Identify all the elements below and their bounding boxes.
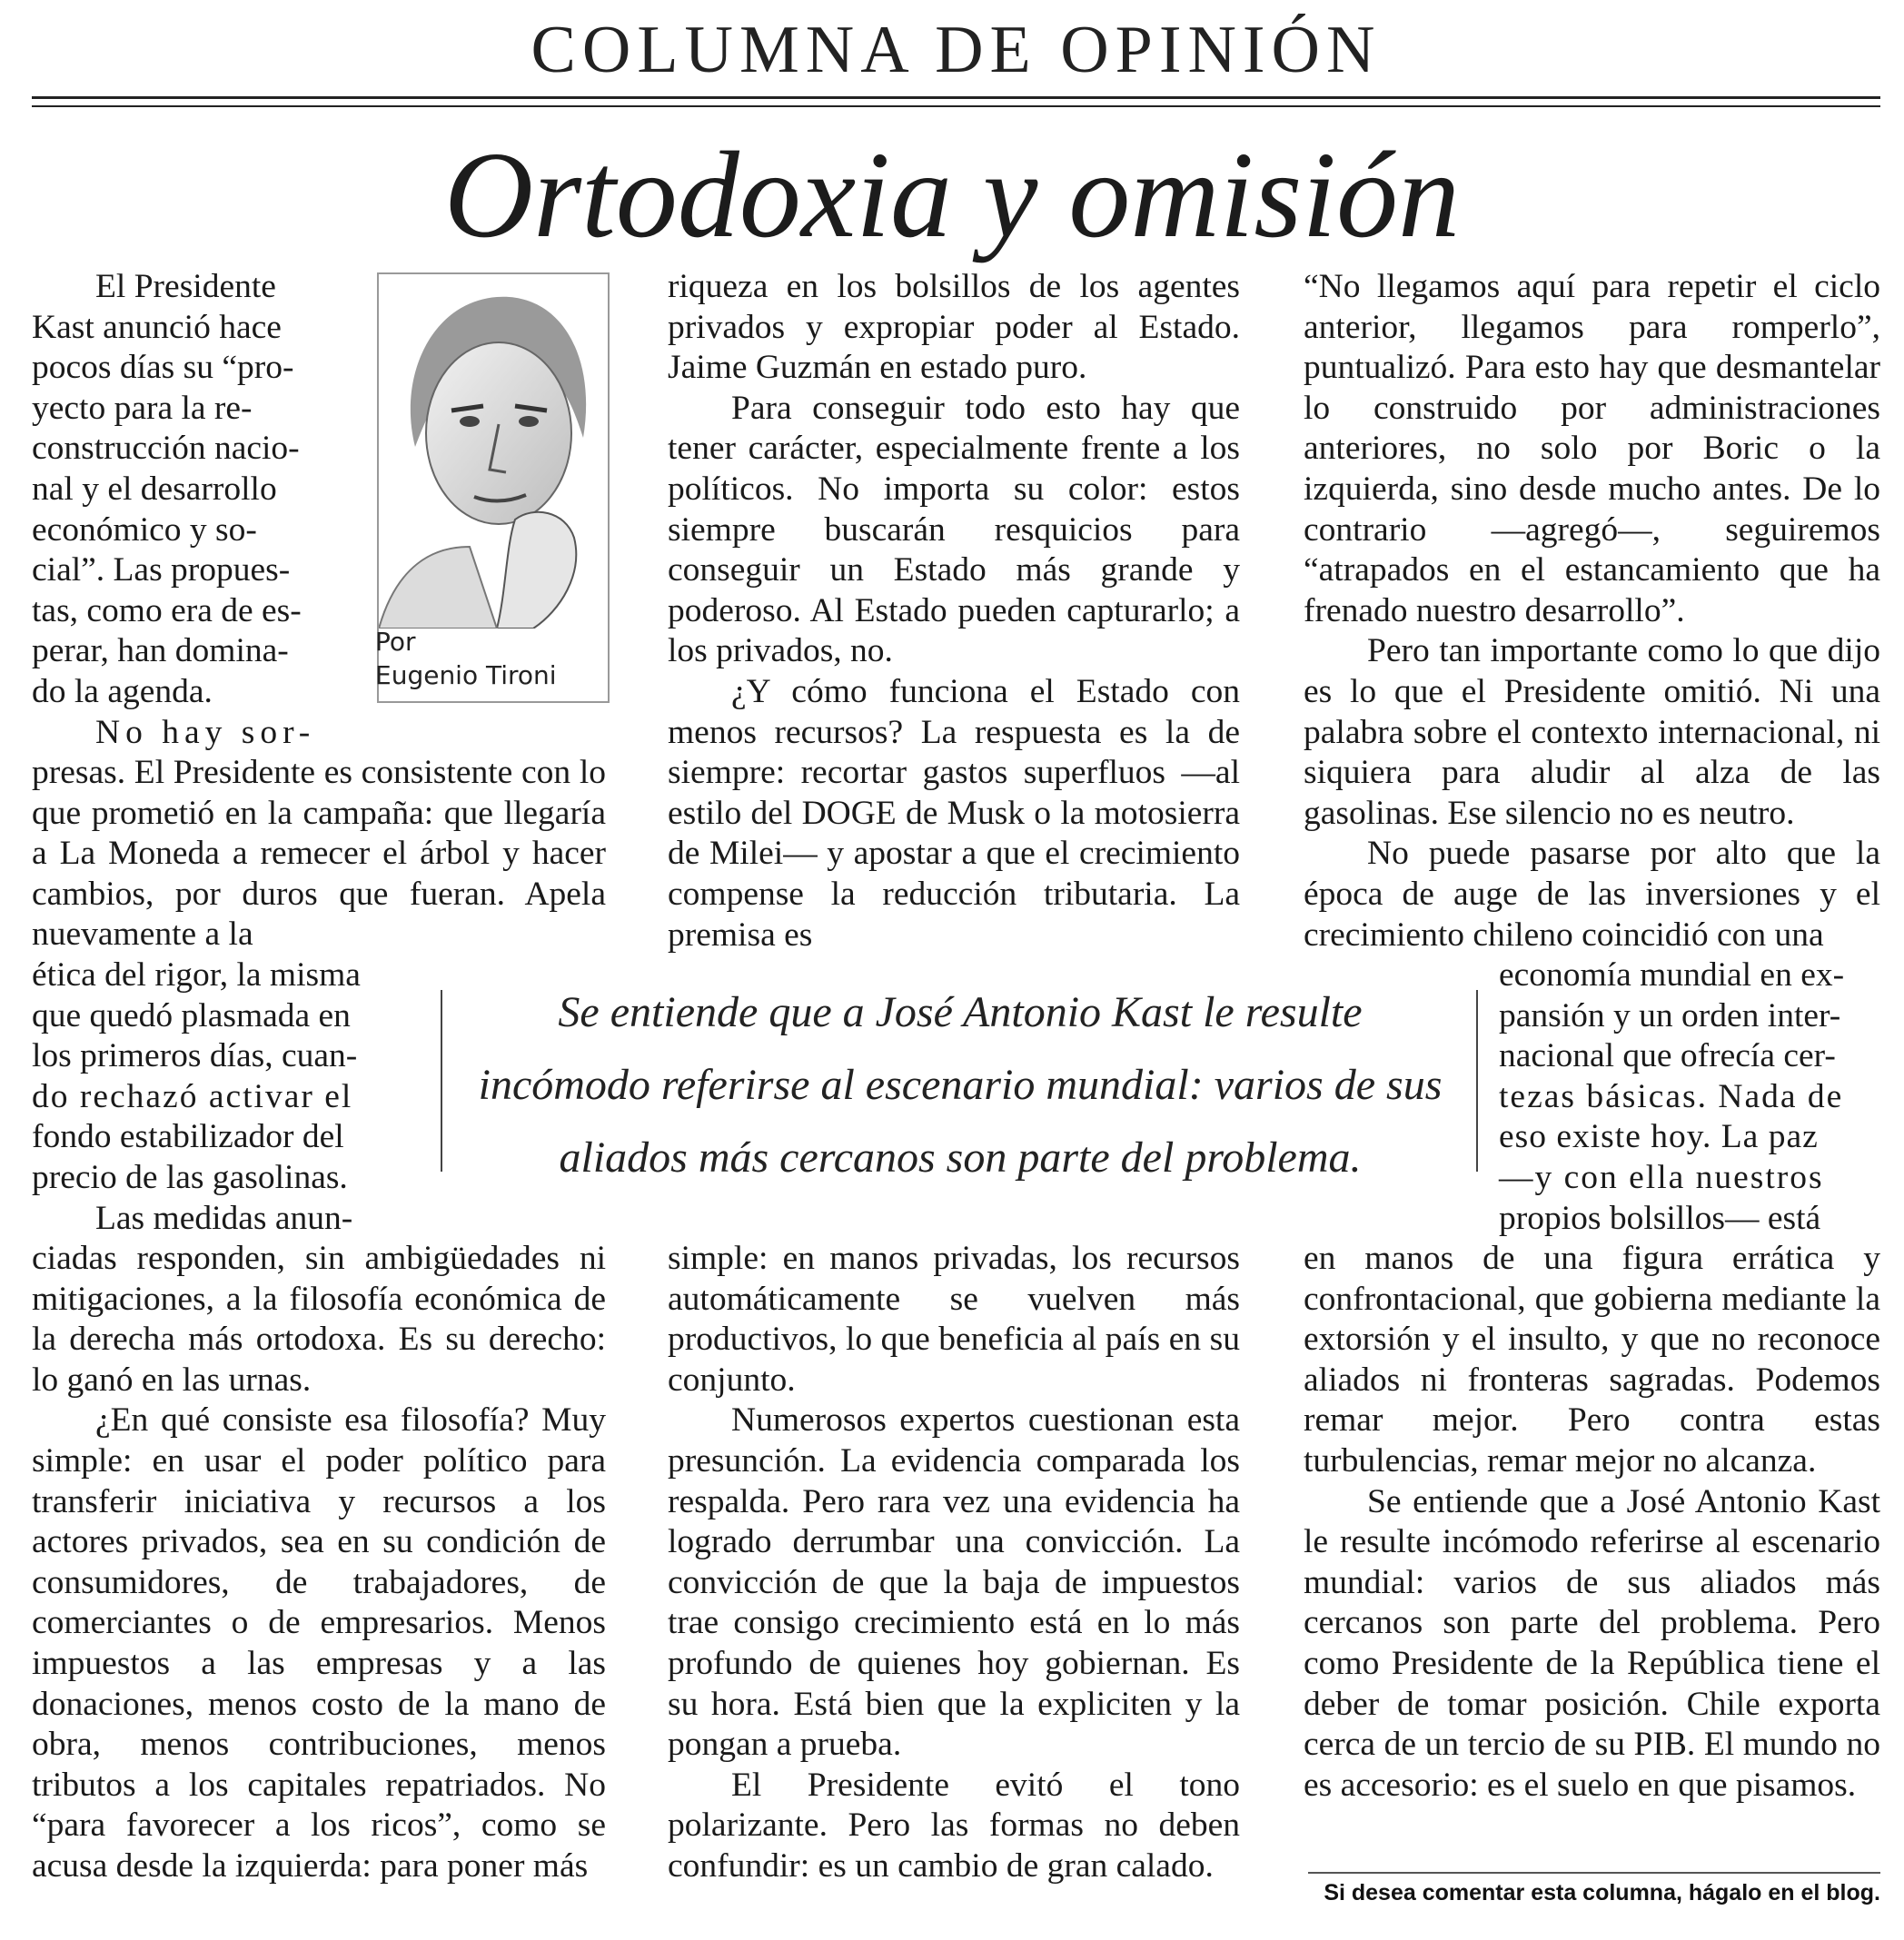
paragraph: presas. El Presidente es consistente con lo que prometió en la campaña: que llegaría a La Moneda a remecer el árbol y hacer cambios, por duros que fueran. Apela nuevamente a la xyxy=(32,754,606,954)
text-line: económico y so- xyxy=(32,510,257,549)
section-title: COLUMNA DE OPINIÓN xyxy=(531,13,1382,87)
header-rule-bottom xyxy=(32,105,1880,107)
col3-top xyxy=(1304,267,1880,955)
text-line: eso existe hoy. La paz xyxy=(1499,1118,1819,1156)
text-line: El Presidente xyxy=(95,268,276,305)
text-line: —y con ella nuestros xyxy=(1499,1158,1824,1196)
text-line: do rechazó activar el xyxy=(32,1077,353,1115)
paragraph: No puede pasarse por alto que la época de auge de las inversiones y el crecimiento chileno coincidió con una xyxy=(1304,835,1880,954)
headline: Ortodoxia y omisión xyxy=(443,127,1461,263)
paragraph: simple: en manos privadas, los recursos automáticamente se vuelven más productivos, lo que beneficia al país en su conjunto. xyxy=(668,1240,1240,1399)
pull-quote-line: aliados más cercanos son parte del problema. xyxy=(559,1133,1362,1182)
text-line: cial”. Las propues- xyxy=(32,551,291,589)
text-line: yecto para la re- xyxy=(32,389,253,427)
paragraph: ciadas responden, sin ambigüedades ni mitigaciones, a la filosofía económica de la derecha más ortodoxa. Es su derecho: lo ganó en las urnas. xyxy=(32,1240,606,1399)
paragraph: Numerosos expertos cuestionan esta presunción. La evidencia comparada los respalda. Pero rara vez una evidencia ha logrado derrumbar una convicción. La convicción de que la baja de impuestos trae consigo crecimiento está en lo más profundo de quienes hoy gobiernan. Es su hora. Está bien que la expliciten y la pongan a prueba. xyxy=(668,1401,1240,1764)
col1-para-b-rest xyxy=(32,753,606,955)
paragraph: Se entiende que a José Antonio Kast le resulte incómodo referirse al escenario mundial: varios de sus aliados más cercanos son parte del problema. Pero como Presidente de la República tiene el deber de tomar posición. Chile exporta cerca de un tercio de su PIB. El mundo no es accesorio: es el suelo en que pisamos. xyxy=(1304,1482,1880,1804)
col1-top-lines xyxy=(32,267,332,753)
text-line: construcción nacio- xyxy=(32,430,300,468)
pull-quote-rule-right xyxy=(1476,990,1478,1172)
text-line: precio de las gasolinas. xyxy=(32,1158,348,1196)
paragraph: ¿En qué consiste esa filosofía? Muy simple: en usar el poder político para transferir iniciativa y recursos a los actores privados, sea en su condición de consumidores, de trabajadores, de comerciantes o de empresarios. Menos impuestos a las empresas y a las donaciones, menos costo de la mano de obra, menos contribuciones, menos tributos a los capitales repatriados. No “para favorecer a los ricos”, como se acusa desde la izquierda: para poner más xyxy=(32,1401,606,1885)
byline xyxy=(375,625,593,692)
paragraph: Para conseguir todo esto hay que tener carácter, especialmente frente a los políticos. No importa su color: estos siempre buscarán resquicios para conseguir un Estado más grande y poderoso. Al Estado pueden capturarlo; a los privados, no. xyxy=(668,389,1240,670)
pull-quote-rule-left xyxy=(441,990,442,1172)
text-line: do la agenda. xyxy=(32,672,213,710)
pull-quote-line: incómodo referirse al escenario mundial: varios de sus xyxy=(478,1061,1443,1109)
pull-quote-line: Se entiende que a José Antonio Kast le resulte xyxy=(558,988,1363,1036)
footer-rule xyxy=(1308,1872,1880,1874)
paragraph: Pero tan importante como lo que dijo es lo que el Presidente omitió. Ni una palabra sobre el contexto internacional, ni siquiera para aludir al alza de las gasolinas. Ese silencio no es neutro. xyxy=(1304,632,1880,832)
text-line: perar, han domina- xyxy=(32,632,289,670)
author-portrait xyxy=(379,274,608,629)
text-line: nal y el desarrollo xyxy=(32,470,277,508)
col2-bottom xyxy=(668,1239,1240,1887)
col1-bottom xyxy=(32,1239,606,1887)
text-line: tezas básicas. Nada de xyxy=(1499,1077,1844,1115)
pull-quote xyxy=(447,976,1473,1194)
text-line: ética del rigor, la misma xyxy=(32,956,361,994)
text-line: que quedó plasmada en xyxy=(32,996,351,1034)
text-line: Las medidas anun- xyxy=(95,1199,353,1237)
col3-mid-lines xyxy=(1499,955,1880,1239)
text-line: nacional que ofrecía cer- xyxy=(1499,1037,1836,1075)
text-line: economía mundial en ex- xyxy=(1499,956,1845,994)
text-line: pocos días su “pro- xyxy=(32,349,294,387)
paragraph: “No llegamos aquí para repetir el ciclo anterior, llegamos para romperlo”, puntualizó. Para esto hay que desmantelar lo construido por administraciones anteriores, no solo por Boric o la izquierda, sino desde mucho antes. De lo contrario —agregó—, seguiremos “atrapados en el estancamiento que ha frenado nuestro desarrollo”. xyxy=(1304,268,1880,629)
text-line: Kast anunció hace xyxy=(32,308,282,346)
byline-author-name: Eugenio Tironi xyxy=(375,660,557,690)
text-line: No hay sor- xyxy=(95,713,316,751)
text-line: fondo estabilizador del xyxy=(32,1118,344,1156)
paragraph: ¿Y cómo funciona el Estado con menos recursos? La respuesta es la de siempre: recortar gastos superfluos —al estilo del DOGE de Musk o la motosierra de Milei— y apostar a que el crecimiento compense la reducción tributaria. La premisa es xyxy=(668,672,1240,954)
col3-bottom xyxy=(1304,1239,1880,1806)
text-line: propios bolsillos— está xyxy=(1499,1199,1821,1237)
header-rule-top xyxy=(32,96,1880,99)
footer-note: Si desea comentar esta columna, hágalo en el blog. xyxy=(1324,1880,1880,1905)
byline-label: Por xyxy=(375,627,416,657)
text-line: tas, como era de es- xyxy=(32,591,302,629)
col2-top xyxy=(668,267,1240,955)
paragraph: en manos de una figura errática y confrontacional, que gobierna mediante la extorsión y el insulto, y que no reconoce aliados ni fronteras sagradas. Podemos remar mejor. Pero contra estas turbulencias, remar mejor no alcanza. xyxy=(1304,1240,1880,1480)
paragraph: El Presidente evitó el tono polarizante. Pero las formas no deben confundir: es un cambio de gran calado. xyxy=(668,1766,1240,1885)
text-line: los primeros días, cuan- xyxy=(32,1037,358,1075)
text-line: pansión y un orden inter- xyxy=(1499,996,1841,1034)
paragraph: riqueza en los bolsillos de los agentes privados y expropiar poder al Estado. Jaime Guzmán en estado puro. xyxy=(668,268,1240,387)
col1-mid-lines xyxy=(32,955,413,1239)
